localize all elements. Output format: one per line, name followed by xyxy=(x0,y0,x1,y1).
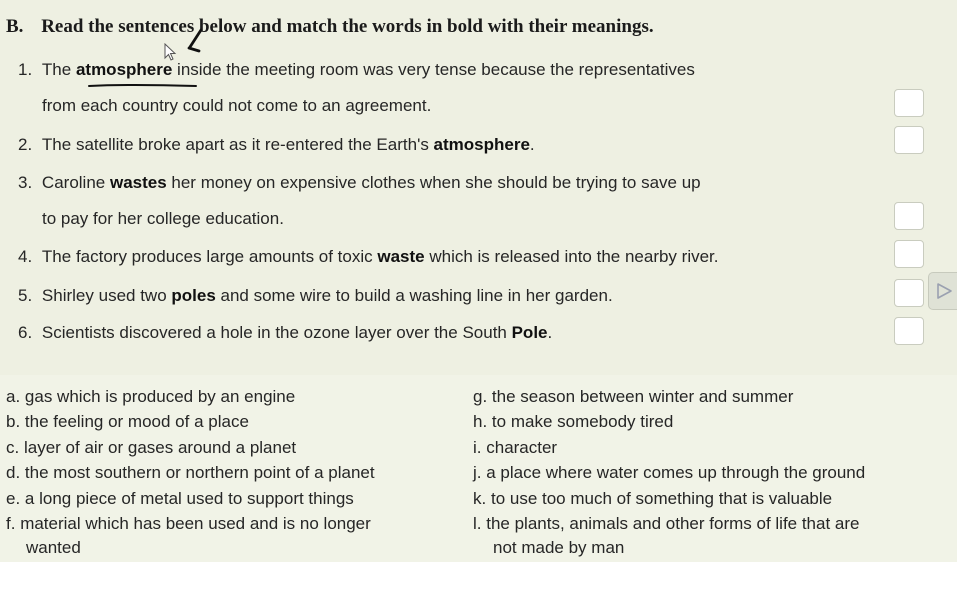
definition-i xyxy=(473,438,557,458)
sentence-text: her money on expensive clothes when she should be trying to save up xyxy=(166,173,701,192)
definition-letter: b. xyxy=(6,412,21,431)
sentence-6 xyxy=(18,323,552,343)
sentence-1 xyxy=(18,60,695,80)
answer-box-6[interactable] xyxy=(894,317,924,345)
instruction-text: Read the sentences below and match the words in bold with their meanings. xyxy=(41,16,654,37)
sentence-4 xyxy=(18,247,719,267)
definition-b xyxy=(6,412,249,432)
definition-text: gas which is produced by an engine xyxy=(24,387,296,406)
definition-c xyxy=(6,438,296,458)
sentence-1-continued: from each country could not come to an agreement. xyxy=(42,96,432,115)
sentence-3 xyxy=(18,173,701,193)
answer-box-2[interactable] xyxy=(894,126,924,154)
definition-j xyxy=(473,463,865,483)
sentence-text: inside the meeting room was very tense because the representatives xyxy=(172,60,695,79)
sentence-text: Shirley used two xyxy=(41,286,172,305)
definition-a xyxy=(6,387,295,407)
sentence-2 xyxy=(18,135,535,155)
definition-letter: j. xyxy=(473,463,482,482)
bold-word: waste xyxy=(377,247,425,266)
bold-word: atmosphere xyxy=(75,60,173,79)
definition-text: a place where water comes up through the ground xyxy=(486,463,866,482)
definition-k xyxy=(473,489,832,509)
definition-letter: c. xyxy=(6,438,20,457)
definition-text: material which has been used and is no longer xyxy=(20,514,371,533)
definition-letter: i. xyxy=(473,438,482,457)
definition-text: the feeling or mood of a place xyxy=(24,412,249,431)
definition-text: the most southern or northern point of a planet xyxy=(24,463,375,482)
sentence-text: The xyxy=(41,60,76,79)
sentence-3-continued: to pay for her college education. xyxy=(42,209,284,228)
next-page-button[interactable] xyxy=(928,272,957,310)
sentence-text: and some wire to build a washing line in her garden. xyxy=(215,286,613,305)
sentence-number: 2. xyxy=(18,135,33,154)
definition-text: the season between winter and summer xyxy=(491,387,794,406)
definition-letter: f. xyxy=(6,514,16,533)
definition-letter: h. xyxy=(473,412,488,431)
answer-box-4[interactable] xyxy=(894,240,924,268)
exercise-label: B. xyxy=(6,16,24,37)
sentence-text: Caroline xyxy=(41,173,110,192)
definition-letter: k. xyxy=(473,489,487,508)
sentence-number: 5. xyxy=(18,286,33,305)
bold-word: poles xyxy=(171,286,216,305)
definition-h xyxy=(473,412,673,432)
sentence-number: 6. xyxy=(18,323,33,342)
definition-text: to make somebody tired xyxy=(491,412,674,431)
definition-letter: g. xyxy=(473,387,488,406)
definition-f xyxy=(6,514,371,534)
definition-f-continued: wanted xyxy=(26,538,81,557)
bold-word: Pole xyxy=(511,323,548,342)
bold-word: atmosphere xyxy=(433,135,530,154)
definition-text: a long piece of metal used to support things xyxy=(24,489,354,508)
sentence-5 xyxy=(18,286,613,306)
definition-letter: l. xyxy=(473,514,482,533)
definition-l-continued: not made by man xyxy=(493,538,625,557)
definition-d xyxy=(6,463,375,483)
sentence-number: 1. xyxy=(18,60,33,79)
definition-e xyxy=(6,489,354,509)
play-arrow-icon xyxy=(929,273,957,309)
definition-letter: e. xyxy=(6,489,21,508)
sentence-text: Scientists discovered a hole in the ozone layer over the South xyxy=(41,323,512,342)
mouse-cursor-icon xyxy=(164,43,178,63)
pen-annotation-icon xyxy=(185,27,207,55)
sentence-text: The satellite broke apart as it re-entered the Earth's xyxy=(41,135,434,154)
sentence-text: . xyxy=(529,135,535,154)
sentence-number: 3. xyxy=(18,173,33,192)
answer-box-5[interactable] xyxy=(894,279,924,307)
sentence-text: The factory produces large amounts of toxic xyxy=(41,247,378,266)
answer-box-1[interactable] xyxy=(894,89,924,117)
definition-text: to use too much of something that is valuable xyxy=(490,489,833,508)
bold-word: wastes xyxy=(109,173,167,192)
definition-text: layer of air or gases around a planet xyxy=(23,438,297,457)
definition-letter: d. xyxy=(6,463,21,482)
definition-g xyxy=(473,387,793,407)
sentence-text: . xyxy=(547,323,553,342)
answer-box-3[interactable] xyxy=(894,202,924,230)
definition-text: character xyxy=(486,438,558,457)
instruction-heading xyxy=(6,16,654,38)
sentence-number: 4. xyxy=(18,247,33,266)
definition-l xyxy=(473,514,860,534)
sentence-text: which is released into the nearby river. xyxy=(424,247,719,266)
definition-text: the plants, animals and other forms of life that are xyxy=(486,514,860,533)
handwritten-underline xyxy=(88,82,198,90)
definition-letter: a. xyxy=(6,387,21,406)
